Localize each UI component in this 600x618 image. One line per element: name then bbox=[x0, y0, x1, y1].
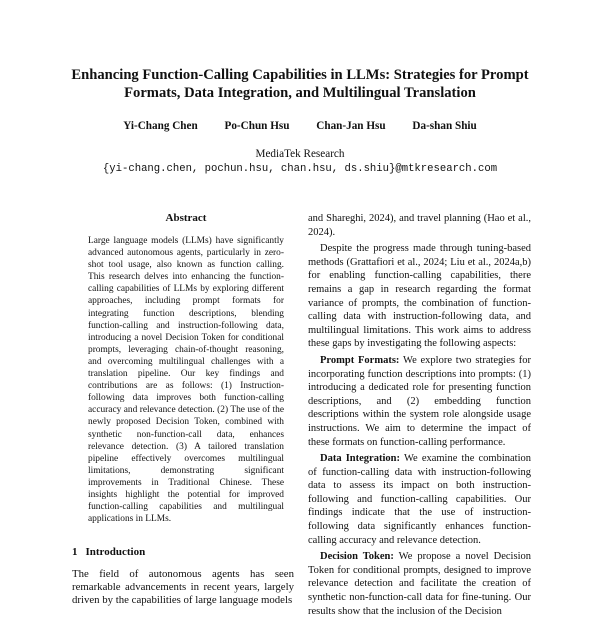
author-emails: {yi-chang.chen, pochun.hsu, chan.hsu, ds.shiu}@mtkresearch.com bbox=[102, 163, 498, 175]
section-title: Introduction bbox=[85, 546, 146, 558]
affiliation: MediaTek Research bbox=[255, 148, 345, 160]
author-name: Yi-Chang Chen bbox=[123, 120, 198, 132]
paragraph-data-integration bbox=[308, 452, 531, 547]
paper-title: Enhancing Function-Calling Capabilities in LLMs: Strategies for Prompt Formats, Data Integration, and Multilingual Translation bbox=[71, 67, 529, 101]
paragraph-decision-token bbox=[308, 550, 531, 618]
paragraph: Despite the progress made through tuning-based methods (Grattafiori et al., 2024; Liu et al., 2024a,b) for enabling function-calling capabilities, there remains a gap in research regarding the format variance of prompts, the combination of function-calling data with instruction-following data, and multilingual limitations. This work aims to address these gaps by investigating the following aspects: bbox=[308, 243, 531, 350]
paragraph: and Shareghi, 2024), and travel planning (Hao et al., 2024). bbox=[308, 213, 531, 238]
author-name: Chan-Jan Hsu bbox=[316, 120, 386, 132]
paragraph-body: We explore two strategies for incorporating function descriptions into prompts: (1) introducing a dedicated role for presenting function descriptions, and (2) embedding function descriptions within the system role alongside usage instructions. We aim to determine the impact of these formats on function-calling performance. bbox=[308, 354, 531, 448]
paragraph-prompt-formats bbox=[308, 354, 531, 449]
author-name: Da-shan Shiu bbox=[412, 120, 477, 132]
paragraph-body: We propose a novel Decision Token for conditional prompts, designed to improve relevance detection and facilitate the creation of synthetic non-function-call data for fine-tuning. Our results show that the inclusion of the Decision bbox=[308, 551, 531, 617]
abstract-text: Large language models (LLMs) have significantly advanced autonomous agents, particularly in zero-shot tool usage, also known as function calling. This research delves into enhancing the function-calling capabilities of LLMs by exploring different approaches, including prompt formats for integrating function descriptions, blending function-calling and instruction-following data, introducing a novel Decision Token for conditional prompts, leveraging chain-of-thought reasoning, and overcoming multilingual challenges with a translation pipeline. Our key findings and contributions are as follows: (1) Instruction-following data improves both function-calling accuracy and relevance detection. (2) The use of the newly proposed Decision Token, combined with synthetic non-function-call data, enhances relevance detection. (3) A tailored translation pipeline effectively overcomes multilingual limitations, demonstrating significant improvements in Traditional Chinese. These insights highlight the potential for improved function-calling capabilities and multilingual applications in LLMs. bbox=[88, 236, 284, 525]
right-column bbox=[308, 212, 531, 618]
abstract-heading: Abstract bbox=[165, 212, 207, 224]
introduction-text: The field of autonomous agents has seen remarkable advancements in recent years, largely driven by the capabilities of large language models bbox=[72, 568, 294, 607]
author-name: Po-Chun Hsu bbox=[224, 120, 290, 132]
paragraph-label: Decision Token: bbox=[320, 551, 394, 563]
section-number: 1 bbox=[72, 546, 78, 558]
author-list bbox=[60, 120, 540, 132]
paragraph-label: Prompt Formats: bbox=[320, 354, 400, 366]
paragraph-body: We examine the combination of function-calling data with instruction-following data to assess its impact on both instruction-following and function-calling capabilities. Our findings indicate that the use of instruction-following data significantly enhances function-calling accuracy and relevance detection. bbox=[308, 453, 531, 546]
paragraph-label: Data Integration: bbox=[320, 453, 400, 465]
section-heading-introduction bbox=[72, 546, 292, 558]
